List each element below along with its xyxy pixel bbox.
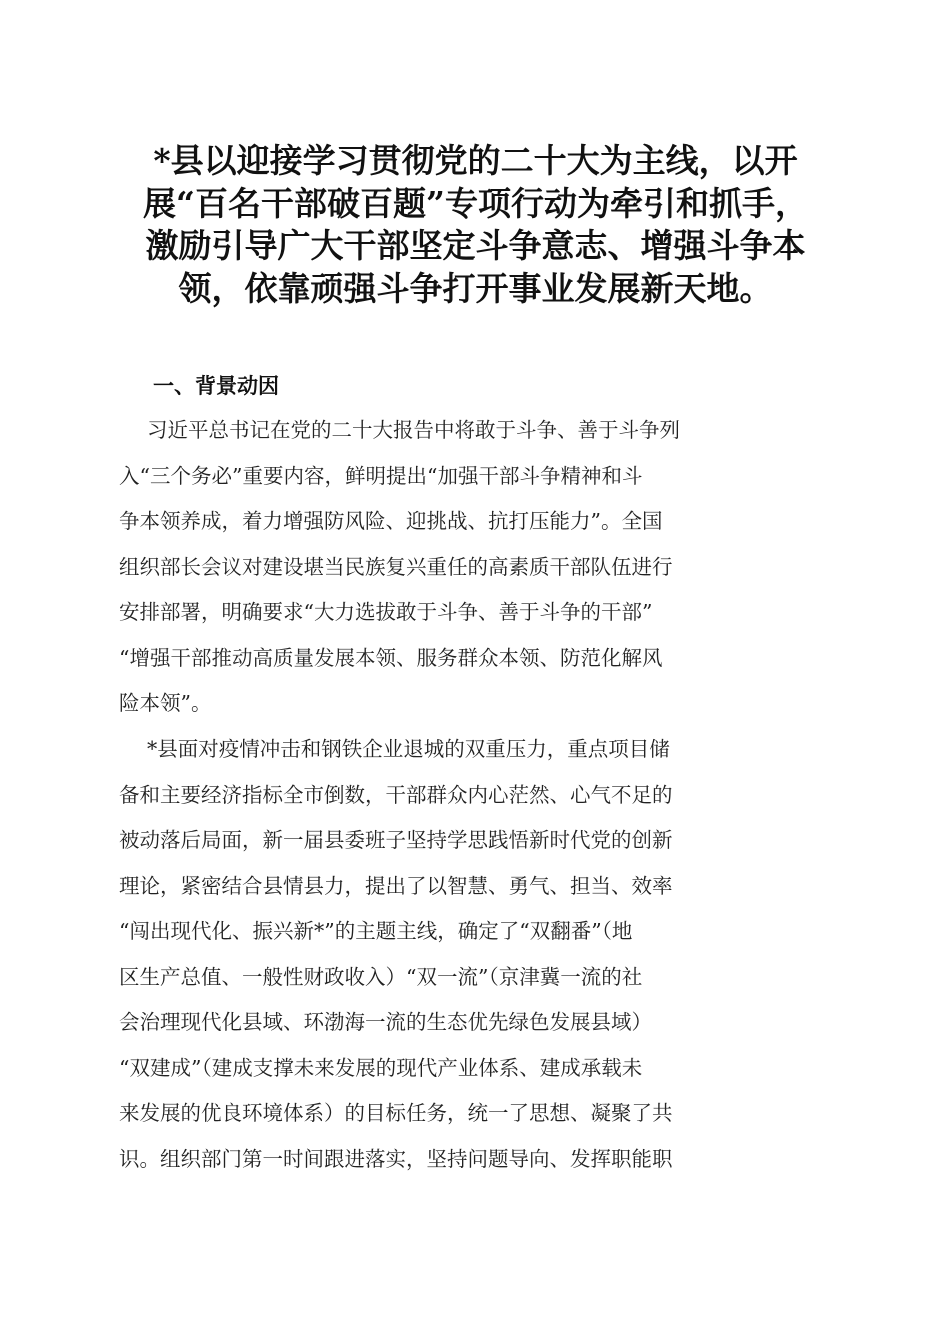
paragraph-county-context bbox=[119, 727, 831, 1182]
paragraph-line: 组织部长会议对建设堪当民族复兴重任的高素质干部队伍进行 bbox=[119, 554, 673, 579]
title-line: 激励引导广大干部坚定斗争意志、增强斗争本 bbox=[145, 226, 806, 265]
paragraph-line: “双建成”（建成支撑未来发展的现代产业体系、建成承载未 bbox=[119, 1055, 643, 1080]
paragraph-line: 区生产总值、一般性财政收入）“双一流”（京津冀一流的社 bbox=[119, 964, 643, 989]
document-title bbox=[108, 140, 843, 310]
title-line: 领，依靠顽强斗争打开事业发展新天地。 bbox=[178, 268, 773, 308]
paragraph-line: 备和主要经济指标全市倒数，干部群众内心茫然、心气不足的 bbox=[119, 782, 673, 807]
paragraph-line: 理论，紧密结合县情县力，提出了以智慧、勇气、担当、效率 bbox=[119, 873, 673, 898]
paragraph-line: 来发展的优良环境体系）的目标任务，统一了思想、凝聚了共 bbox=[119, 1101, 673, 1125]
paragraph-line: “增强干部推动高质量发展本领、服务群众本领、防范化解风 bbox=[119, 645, 663, 670]
paragraph-line: “闯出现代化、振兴新*”的主题主线，确定了“双翻番”（地 bbox=[119, 919, 633, 943]
paragraph-line: 被动落后局面，新一届县委班子坚持学思践悟新时代党的创新 bbox=[119, 828, 673, 852]
paragraph-background bbox=[119, 408, 831, 727]
title-line: 展“百名干部破百题”专项行动为牵引和抓手， bbox=[143, 183, 808, 223]
paragraph-line: 识。组织部门第一时间跟进落实，坚持问题导向、发挥职能职 bbox=[119, 1146, 673, 1171]
paragraph-line: *县面对疫情冲击和钢铁企业退城的双重压力，重点项目储 bbox=[147, 737, 670, 761]
paragraph-line: 入“三个务必”重要内容，鲜明提出“加强干部斗争精神和斗 bbox=[119, 463, 643, 488]
title-line: *县以迎接学习贯彻党的二十大为主线，以开 bbox=[153, 141, 798, 180]
paragraph-line: 争本领养成，着力增强防风险、迎挑战、抗打压能力”。全国 bbox=[119, 509, 663, 533]
section-heading: 一、背景动因 bbox=[153, 374, 279, 398]
paragraph-line: 习近平总书记在党的二十大报告中将敢于斗争、善于斗争列 bbox=[147, 418, 680, 442]
paragraph-line: 安排部署，明确要求“大力选拔敢于斗争、善于斗争的干部” bbox=[119, 600, 653, 624]
paragraph-line: 会治理现代化县域、环渤海一流的生态优先绿色发展县域） bbox=[119, 1010, 652, 1034]
paragraph-line: 险本领”。 bbox=[119, 691, 212, 715]
